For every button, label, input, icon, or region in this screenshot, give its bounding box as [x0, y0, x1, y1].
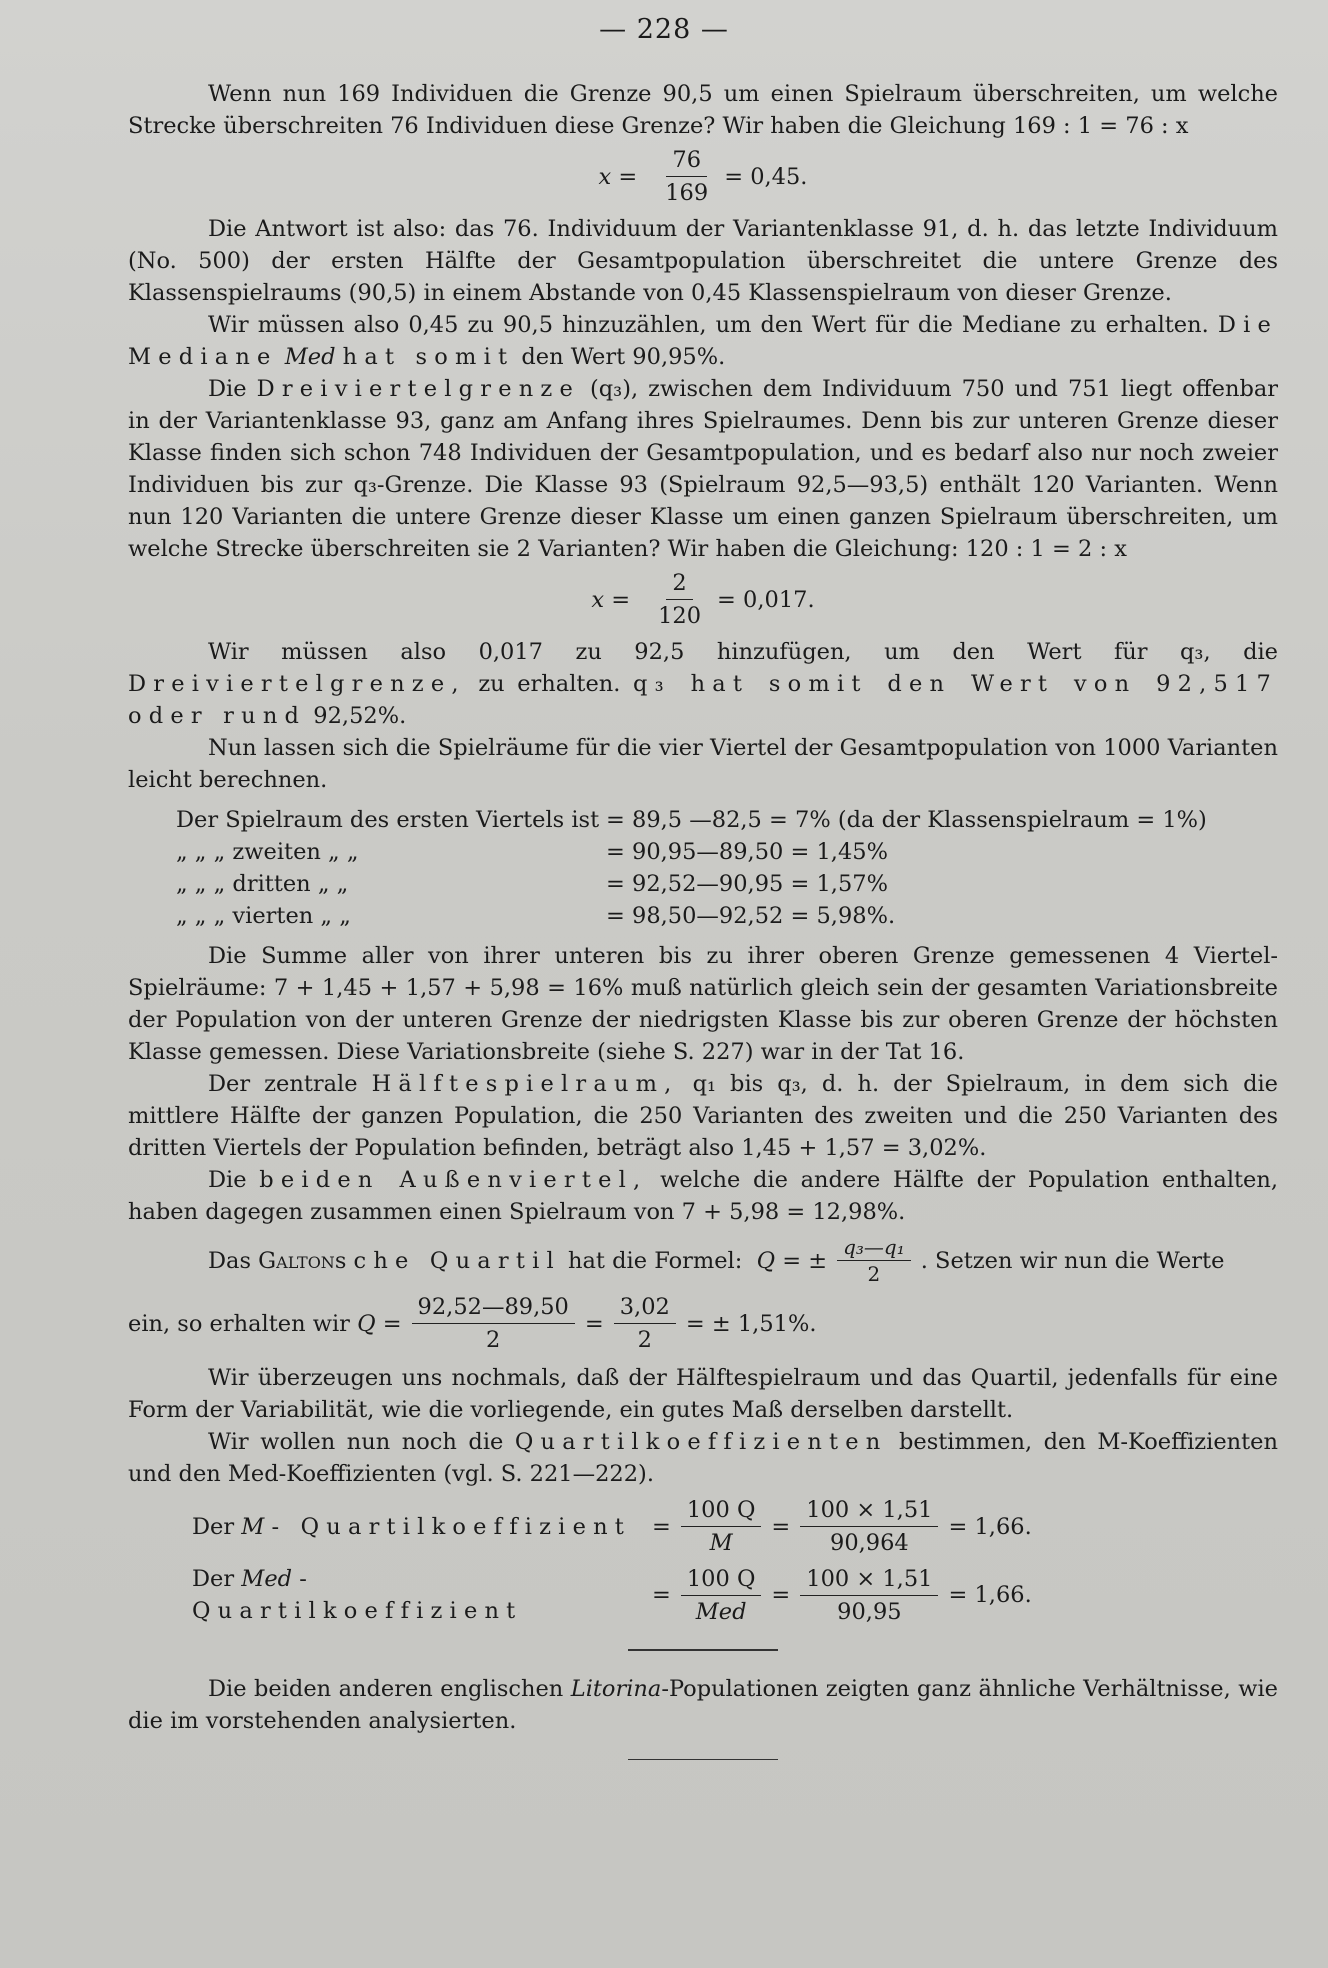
row-value: = 89,5 —82,5 = 7% (da der Klassenspielraum = 1%) [606, 807, 1207, 833]
spaced-term: q₃ hat somit den Wert von 92,517 oder rund [128, 671, 1278, 729]
fraction [681, 1565, 762, 1626]
spaced-term: hat somit [342, 344, 515, 370]
denominator: 90,95 [837, 1598, 902, 1625]
coefficient-label [192, 1563, 652, 1627]
denominator: Med [695, 1598, 747, 1625]
spaced-term: beiden Außenviertel, [259, 1167, 648, 1193]
table-row [176, 900, 1278, 932]
fraction [681, 1496, 762, 1557]
spaced-term: sche Quartil [334, 1247, 561, 1274]
fraction [412, 1293, 575, 1354]
fraction [800, 1496, 938, 1557]
paragraph-3 [128, 309, 1278, 373]
denominator: 90,964 [830, 1530, 909, 1556]
text-run: hat die Formel: [568, 1247, 743, 1274]
equals-sign: = [584, 1310, 604, 1337]
equation-1 [128, 146, 1278, 207]
equation-2 [128, 569, 1278, 630]
coefficient-label [192, 1511, 652, 1543]
equals-sign: = [652, 1582, 671, 1608]
row-label: Der Spielraum des ersten Viertels ist [176, 807, 600, 833]
formula-lhs: Q = ± [756, 1247, 828, 1274]
paragraph-2: Die Antwort ist also: das 76. Individuum der Variantenklasse 91, d. h. das letzte Individuum (No. 500) der ersten Hälfte der Gesamtpopulation überschreitet die untere Grenze des Klassenspielraums (90,5) in einem Abstande von 0,45 Klassenspielraum von dieser Grenze. [128, 216, 1278, 306]
numerator: 92,52—89,50 [412, 1293, 575, 1324]
fraction [614, 1293, 676, 1354]
text-run: . Setzen wir nun die Werte [920, 1247, 1225, 1274]
text-run: Die beiden anderen englischen [208, 1675, 564, 1702]
denominator: 2 [637, 1327, 652, 1353]
row-label: „ „ „ dritten „ „ [176, 871, 349, 897]
italic-term: Med [241, 1566, 293, 1592]
italic-term: Litorina [570, 1675, 662, 1702]
text-run: zu erhalten. [478, 671, 621, 697]
med-quartile-coefficient [192, 1563, 1278, 1627]
page-number: — 228 — [599, 14, 729, 45]
denominator: 169 [665, 180, 709, 206]
table-row [176, 836, 1278, 868]
numerator: q₃—q₁ [837, 1236, 911, 1261]
text-run: Der zentrale [208, 1071, 358, 1097]
text-run: welche die andere Hälfte der Population enthalten, haben dagegen zusammen einen Spielraum von 7 + 5,98 = 12,98%. [128, 1167, 1279, 1225]
paragraph-6: Nun lassen sich die Spielräume für die vier Viertel der Gesamtpopulation von 1000 Varianten leicht berechnen. [128, 735, 1278, 793]
paragraph-8 [128, 1068, 1278, 1164]
fraction [652, 569, 707, 630]
text-run: Wir müssen also 0,45 zu 90,5 hinzuzählen, um den Wert für die Mediane zu erhalten. [208, 312, 1209, 338]
spaced-term: Dreiviertelgrenze, [128, 671, 466, 697]
text-run: Die [208, 1167, 247, 1193]
row-value: = 98,50—92,52 = 5,98%. [606, 903, 896, 929]
text-run: -Populationen zeigten ganz ähnliche Verhältnisse, wie die im vorstehenden analysierten. [128, 1675, 1278, 1734]
paragraph-7: Die Summe aller von ihrer unteren bis zu ihrer oberen Grenze gemessenen 4 Viertel-Spielräume: 7 + 1,45 + 1,57 + 5,98 = 16% muß natürlich gleich sein der gesamten Variationsbreite der Population von der unteren Grenze der niedrigsten Klasse bis zur oberen Grenze der höchsten Klasse gemessen. Diese Variationsbreite (siehe S. 227) war in der Tat 16. [128, 943, 1278, 1065]
paragraph-5 [128, 636, 1278, 732]
formula-lhs: Q = [357, 1310, 402, 1337]
text-run: Wir müssen also 0,017 zu 92,5 hinzufügen, um den Wert für q₃, die [208, 639, 1278, 665]
formula-result: = 1,66. [948, 1513, 1032, 1540]
text-run: den Wert 90,95%. [521, 344, 726, 370]
row-value: = 92,52—90,95 = 1,57% [606, 871, 888, 897]
quarter-table [176, 804, 1278, 932]
row-value: = 90,95—89,50 = 1,45% [606, 839, 888, 865]
table-row [176, 804, 1278, 836]
equation-lhs: x = [598, 163, 638, 190]
text-run: 92,52%. [313, 703, 407, 729]
galton-quartil-calculation [128, 1293, 1278, 1354]
text-run: Der [192, 1513, 235, 1540]
equation-rhs: = 0,017. [717, 586, 815, 613]
numerator: 100 Q [681, 1565, 762, 1596]
spaced-term: Die Mediane [128, 312, 1278, 370]
row-label: „ „ „ vierten „ „ [176, 903, 351, 929]
equals-sign: = [652, 1513, 671, 1540]
fraction [659, 146, 714, 207]
text-run: Das [208, 1247, 252, 1274]
spaced-term: Dreiviertelgrenze [256, 376, 580, 402]
text-run: Wir wollen nun noch die [208, 1429, 504, 1455]
numerator: 76 [666, 146, 707, 177]
spaced-term: - Quartilkoeffizient [271, 1513, 632, 1540]
text-run: ein, so erhalten wir [128, 1310, 350, 1337]
section-divider [628, 1759, 778, 1761]
numerator: 3,02 [614, 1293, 676, 1324]
spaced-term: Hälftespielraum, [371, 1071, 679, 1097]
fraction [800, 1565, 938, 1626]
author-name: Galton [258, 1247, 335, 1274]
paragraph-12: Wir überzeugen uns nochmals, daß der Hälftespielraum und das Quartil, jedenfalls für eine Form der Variabilität, wie die vorliegende, ein gutes Maß derselben darstellt. [128, 1365, 1278, 1423]
m-quartile-coefficient [192, 1496, 1278, 1557]
equation-lhs: x = [591, 586, 631, 613]
paragraph-9 [128, 1164, 1278, 1228]
spaced-term: Quartilkoeffizienten [514, 1429, 888, 1455]
text-run: bestimmen, den M-Koeffizienten und den Med-Koeffizienten (vgl. S. 221—222). [128, 1429, 1278, 1487]
table-row [176, 868, 1278, 900]
denominator: 2 [486, 1327, 501, 1353]
section-divider [628, 1649, 778, 1651]
denominator: 120 [658, 603, 702, 629]
page-body [128, 78, 1278, 1782]
galton-quartil-formula [128, 1236, 1278, 1285]
text-run: (q₃), zwischen dem Individuum 750 und 751 liegt offenbar in der Variantenklasse 93, ganz am Anfang ihres Spielraumes. Denn bis zur unteren Grenze dieser Klasse finden sich schon 748 Individuen der Gesamtpopulation, und es bedarf also nur noch zweier Individuen bis zur q₃-Grenze. Die Klasse 93 (Spielraum 92,5—93,5) enthält 120 Varianten. Wenn nun 120 Varianten die untere Grenze dieser Klasse um einen ganzen Spielraum überschreiten, um welche Strecke überschreiten sie 2 Varianten? Wir haben die Gleichung: 120 : 1 = 2 : x [128, 376, 1279, 562]
equals-sign: = [771, 1582, 791, 1608]
formula-result: = ± 1,51%. [685, 1310, 817, 1337]
denominator: 2 [867, 1262, 881, 1286]
paragraph-13 [128, 1426, 1278, 1490]
spaced-term: - Quartilkoeffizient [192, 1566, 523, 1624]
row-label: „ „ „ zweiten „ „ [176, 839, 359, 865]
paragraph-1: Wenn nun 169 Individuen die Grenze 90,5 um einen Spielraum überschreiten, um welche Strecke überschreiten 76 Individuen diese Grenze? Wir haben die Gleichung 169 : 1 = 76 : x [128, 81, 1278, 139]
italic-term: M [241, 1513, 265, 1540]
paragraph-14 [128, 1673, 1278, 1737]
numerator: 100 × 1,51 [800, 1496, 938, 1527]
text-run: q₁ bis q₃, d. h. der Spielraum, in dem sich die mittlere Hälfte der ganzen Population, die 250 Varianten des zweiten und die 250 Varianten des dritten Viertels der Population befinden, beträgt also 1,45 + 1,57 = 3,02%. [128, 1071, 1278, 1161]
fraction [837, 1236, 911, 1285]
numerator: 2 [666, 569, 692, 600]
paragraph-4 [128, 373, 1278, 565]
numerator: 100 Q [681, 1496, 762, 1527]
equation-rhs: = 0,45. [724, 163, 808, 190]
italic-term: Med [284, 344, 336, 370]
text-run: Der [192, 1566, 235, 1592]
denominator: M [709, 1530, 733, 1556]
text-run: Die [208, 376, 247, 402]
numerator: 100 × 1,51 [800, 1565, 938, 1596]
equals-sign: = [771, 1513, 791, 1540]
formula-result: = 1,66. [948, 1582, 1032, 1608]
